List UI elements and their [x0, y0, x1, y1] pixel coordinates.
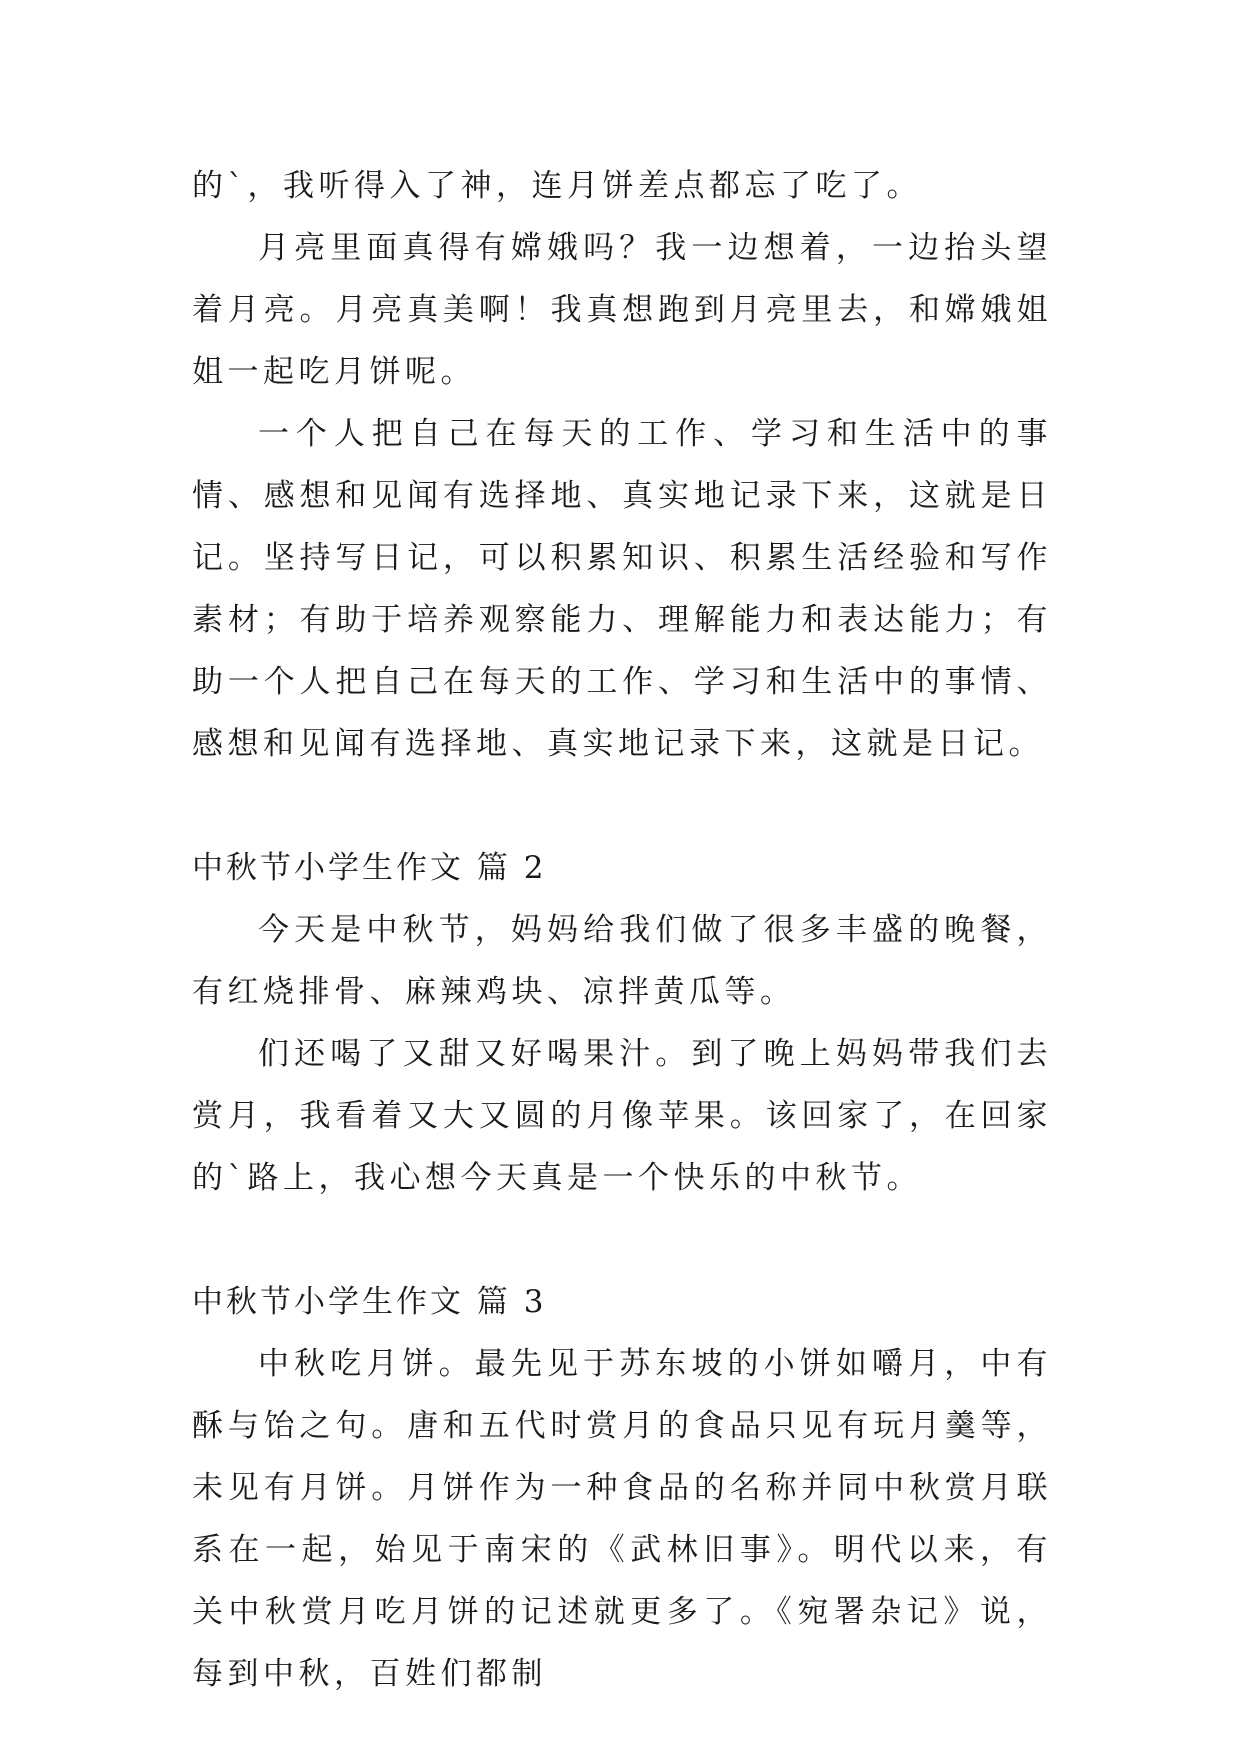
section-heading-3: 中秋节小学生作文 篇 3	[192, 1284, 547, 1320]
paragraph-continuation: 的`，我听得入了神，连月饼差点都忘了吃了。	[192, 168, 922, 204]
paragraph-dinner: 今天是中秋节，妈妈给我们做了很多丰盛的晚餐，有红烧排骨、麻辣鸡块、凉拌黄瓜等。	[192, 912, 1052, 1010]
paragraph-moon-viewing: 们还喝了又甜又好喝果汁。到了晚上妈妈带我们去赏月，我看着又大又圆的月像苹果。该回家了，在回家的`路上，我心想今天真是一个快乐的中秋节。	[192, 1036, 1052, 1196]
document-page	[192, 155, 1052, 1705]
section-heading-2: 中秋节小学生作文 篇 2	[192, 850, 547, 886]
paragraph-moon-question: 月亮里面真得有嫦娥吗？我一边想着，一边抬头望着月亮。月亮真美啊！我真想跑到月亮里去，和嫦娥姐姐一起吃月饼呢。	[192, 230, 1052, 390]
paragraph-diary-definition: 一个人把自己在每天的工作、学习和生活中的事情、感想和见闻有选择地、真实地记录下来，这就是日记。坚持写日记，可以积累知识、积累生活经验和写作素材；有助于培养观察能力、理解能力和表达能力；有助一个人把自己在每天的工作、学习和生活中的事情、感想和见闻有选择地、真实地记录下来，这就是日记。	[192, 416, 1052, 762]
paragraph-mooncake-history: 中秋吃月饼。最先见于苏东坡的小饼如嚼月，中有酥与饴之句。唐和五代时赏月的食品只见有玩月羹等，未见有月饼。月饼作为一种食品的名称并同中秋赏月联系在一起，始见于南宋的《武林旧事》。明代以来，有关中秋赏月吃月饼的记述就更多了。《宛署杂记》说，每到中秋，百姓们都制	[192, 1346, 1052, 1692]
